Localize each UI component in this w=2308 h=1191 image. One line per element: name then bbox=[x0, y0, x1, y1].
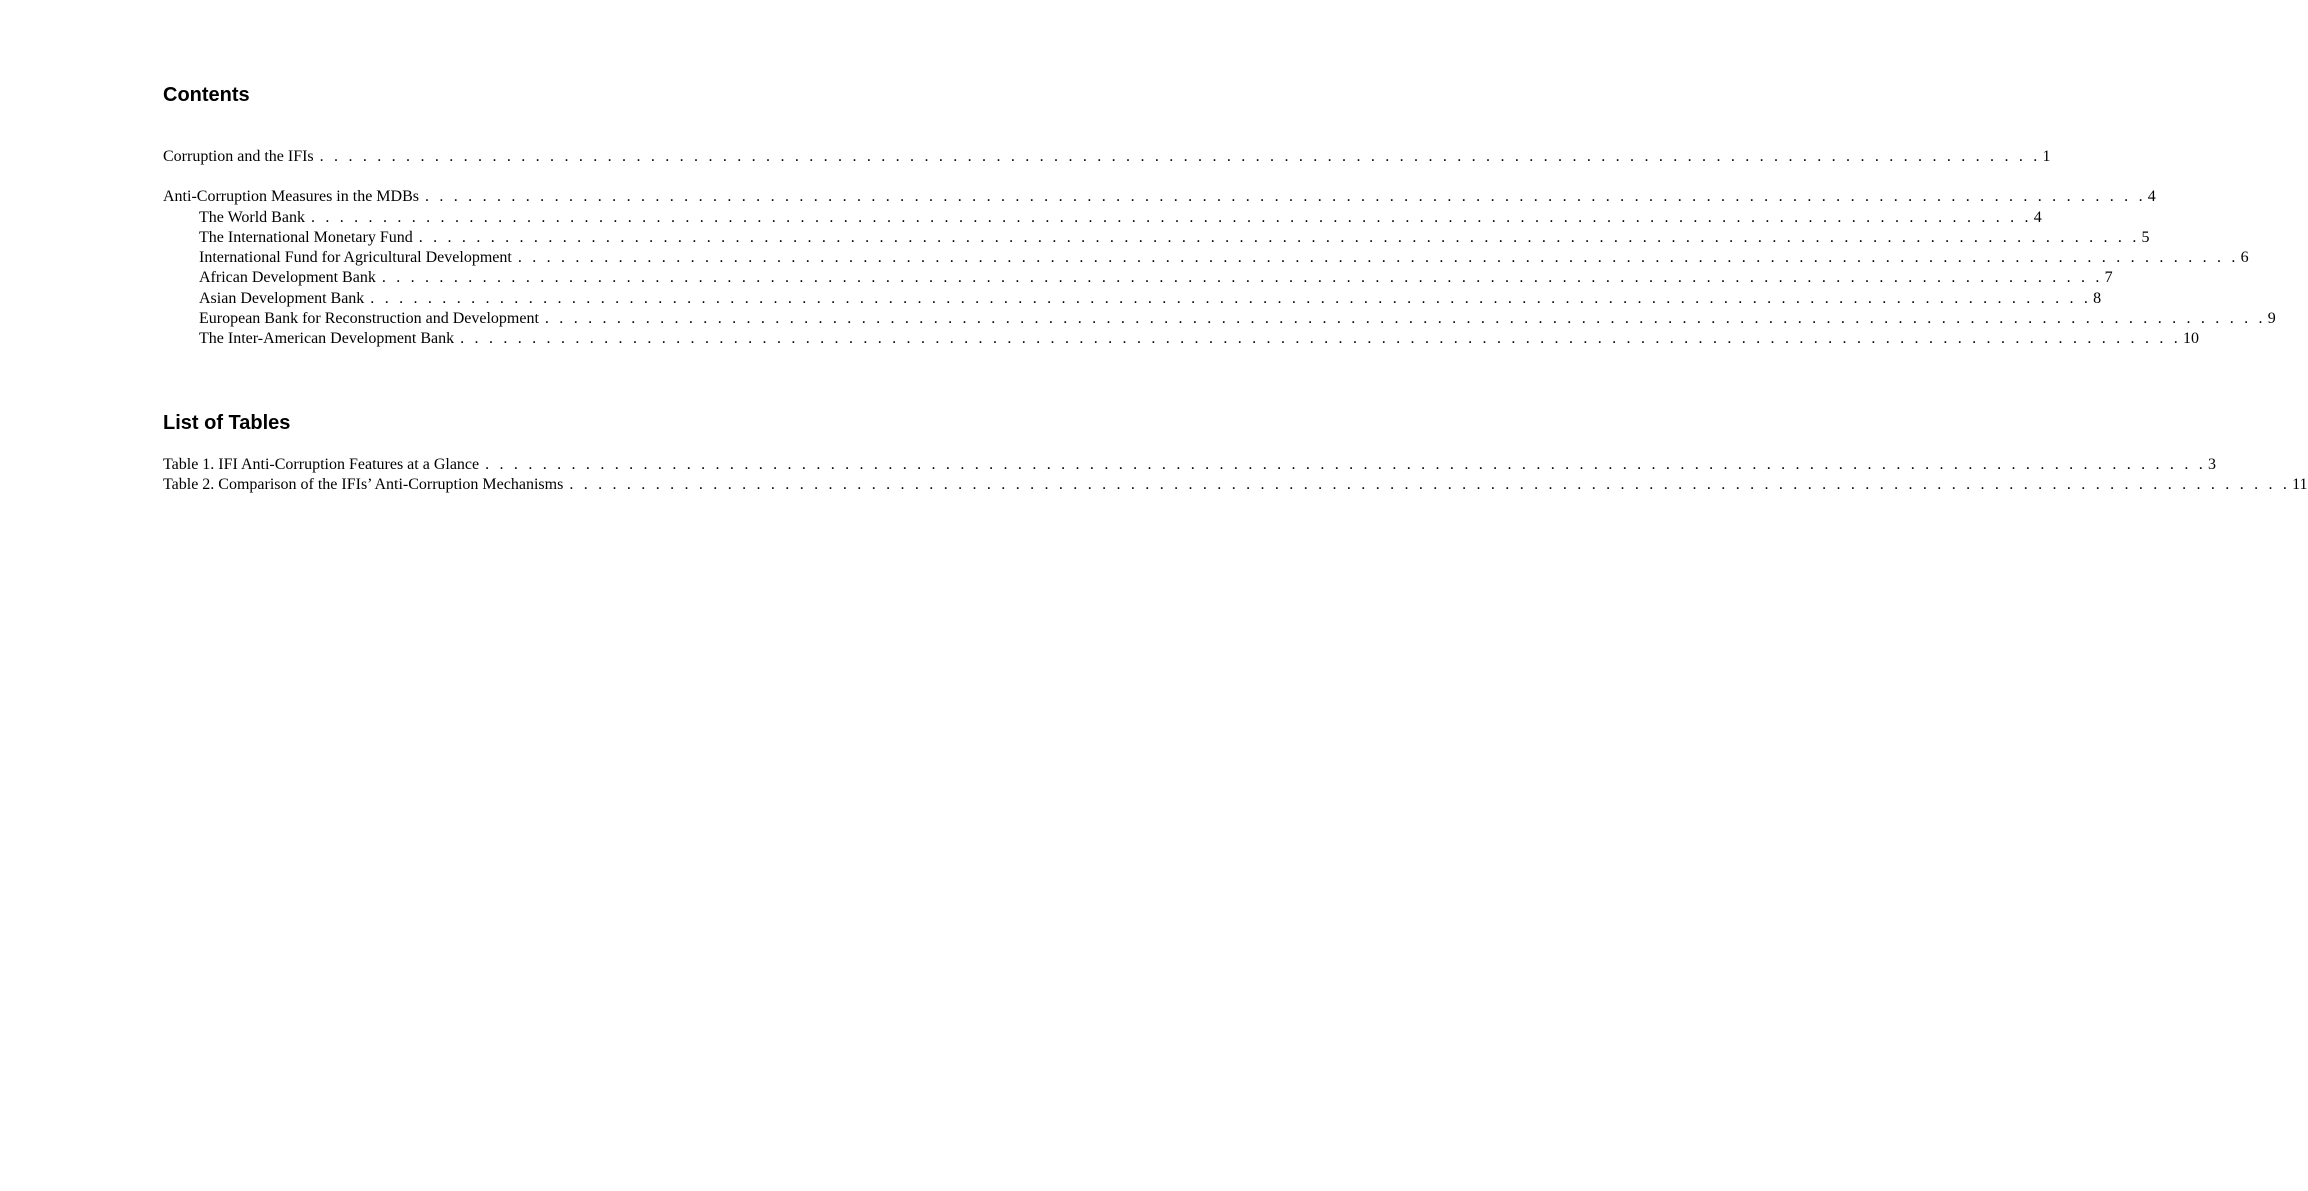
toc-entry[interactable] bbox=[163, 147, 2051, 167]
toc-entry-title: The International Monetary Fund bbox=[199, 228, 413, 246]
dot-leader: . . . . . . . . . . . . . . . . . . . . . . . . . . . . . . . . . . . . . . . . . . . . . . . . . . . . . . . . . . . . . . . . . . . . . . . . . . . . . . . . . . . . . . . . . . . . . . . . . . . . . . . . . . . . . . . . . . . . . . . . bbox=[381, 269, 2103, 287]
toc-entry-page-number: 3 bbox=[2207, 456, 2216, 473]
dot-leader: . . . . . . . . . . . . . . . . . . . . . . . . . . . . . . . . . . . . . . . . . . . . . . . . . . . . . . . . . . . . . . . . . . . . . . . . . . . . . . . . . . . . . . . . . . . . . . . . . . . . . . . . . . . . . . . . . . . . . . . . bbox=[319, 148, 2041, 165]
toc-entry-page-number: 8 bbox=[2093, 289, 2102, 307]
toc-entry[interactable] bbox=[163, 475, 2308, 495]
toc-entry-page-number: 4 bbox=[2033, 208, 2042, 226]
toc-entry-title: The World Bank bbox=[199, 208, 305, 226]
toc-entry[interactable] bbox=[163, 228, 2150, 248]
toc-entry[interactable] bbox=[163, 329, 2199, 349]
toc-entry[interactable] bbox=[163, 187, 2156, 207]
toc-entry-page-number: 6 bbox=[2240, 249, 2249, 267]
list-of-tables-heading: List of Tables bbox=[163, 412, 291, 434]
toc-entry-page-number: 4 bbox=[2147, 188, 2156, 206]
toc-entry-page-number: 11 bbox=[2292, 476, 2308, 494]
dot-leader: . . . . . . . . . . . . . . . . . . . . . . . . . . . . . . . . . . . . . . . . . . . . . . . . . . . . . . . . . . . . . . . . . . . . . . . . . . . . . . . . . . . . . . . . . . . . . . . . . . . . . . . . . . . . . . . . . . . . . . . . bbox=[418, 228, 2140, 246]
toc-entry-title: European Bank for Reconstruction and Development bbox=[199, 310, 539, 328]
toc-entry[interactable] bbox=[163, 455, 2216, 475]
dot-leader: . . . . . . . . . . . . . . . . . . . . . . . . . . . . . . . . . . . . . . . . . . . . . . . . . . . . . . . . . . . . . . . . . . . . . . . . . . . . . . . . . . . . . . . . . . . . . . . . . . . . . . . . . . . . . . . . . . . . . . . . bbox=[310, 208, 2032, 226]
toc-entry-title: Asian Development Bank bbox=[199, 289, 365, 307]
toc-entry[interactable] bbox=[163, 248, 2249, 268]
toc-entry-page-number: 7 bbox=[2104, 269, 2113, 287]
toc-entry-page-number: 10 bbox=[2182, 330, 2199, 348]
toc-entry[interactable] bbox=[163, 268, 2113, 288]
toc-entry[interactable] bbox=[163, 289, 2102, 309]
group-spacer bbox=[163, 167, 758, 187]
toc-entry-title: The Inter-American Development Bank bbox=[199, 330, 455, 348]
dot-leader: . . . . . . . . . . . . . . . . . . . . . . . . . . . . . . . . . . . . . . . . . . . . . . . . . . . . . . . . . . . . . . . . . . . . . . . . . . . . . . . . . . . . . . . . . . . . . . . . . . . . . . . . . . . . . . . . . . . . . . . . bbox=[517, 249, 2239, 267]
dot-leader: . . . . . . . . . . . . . . . . . . . . . . . . . . . . . . . . . . . . . . . . . . . . . . . . . . . . . . . . . . . . . . . . . . . . . . . . . . . . . . . . . . . . . . . . . . . . . . . . . . . . . . . . . . . . . . . . . . . . . . . . bbox=[370, 289, 2092, 307]
toc-entry-page-number: 1 bbox=[2042, 148, 2051, 165]
toc-entry[interactable] bbox=[163, 309, 2276, 329]
list-of-tables-list bbox=[163, 455, 2308, 496]
toc-entry-title: Corruption and the IFIs bbox=[163, 148, 314, 165]
toc-entry-page-number: 5 bbox=[2141, 228, 2150, 246]
toc-entry-title: Table 2. Comparison of the IFIs’ Anti-Corruption Mechanisms bbox=[163, 476, 564, 494]
toc-entry-title: International Fund for Agricultural Development bbox=[199, 249, 512, 267]
dot-leader: . . . . . . . . . . . . . . . . . . . . . . . . . . . . . . . . . . . . . . . . . . . . . . . . . . . . . . . . . . . . . . . . . . . . . . . . . . . . . . . . . . . . . . . . . . . . . . . . . . . . . . . . . . . . . . . . . . . . . . . . bbox=[485, 456, 2206, 473]
toc-entry[interactable] bbox=[163, 208, 2042, 228]
contents-heading: Contents bbox=[163, 84, 250, 106]
dot-leader: . . . . . . . . . . . . . . . . . . . . . . . . . . . . . . . . . . . . . . . . . . . . . . . . . . . . . . . . . . . . . . . . . . . . . . . . . . . . . . . . . . . . . . . . . . . . . . . . . . . . . . . . . . . . . . . . . . . . . . . . bbox=[424, 188, 2146, 206]
toc-entry-page-number: 9 bbox=[2267, 310, 2276, 328]
dot-leader: . . . . . . . . . . . . . . . . . . . . . . . . . . . . . . . . . . . . . . . . . . . . . . . . . . . . . . . . . . . . . . . . . . . . . . . . . . . . . . . . . . . . . . . . . . . . . . . . . . . . . . . . . . . . . . . . . . . . . . . . bbox=[569, 476, 2291, 494]
toc-entry-title: Table 1. IFI Anti-Corruption Features at a Glance bbox=[163, 456, 480, 473]
dot-leader: . . . . . . . . . . . . . . . . . . . . . . . . . . . . . . . . . . . . . . . . . . . . . . . . . . . . . . . . . . . . . . . . . . . . . . . . . . . . . . . . . . . . . . . . . . . . . . . . . . . . . . . . . . . . . . . . . . . . . . . . bbox=[460, 330, 2181, 348]
dot-leader: . . . . . . . . . . . . . . . . . . . . . . . . . . . . . . . . . . . . . . . . . . . . . . . . . . . . . . . . . . . . . . . . . . . . . . . . . . . . . . . . . . . . . . . . . . . . . . . . . . . . . . . . . . . . . . . . . . . . . . . . bbox=[544, 310, 2266, 328]
toc-entry-title: Anti-Corruption Measures in the MDBs bbox=[163, 188, 419, 206]
toc-entry-title: African Development Bank bbox=[199, 269, 376, 287]
contents-list bbox=[163, 147, 2276, 350]
